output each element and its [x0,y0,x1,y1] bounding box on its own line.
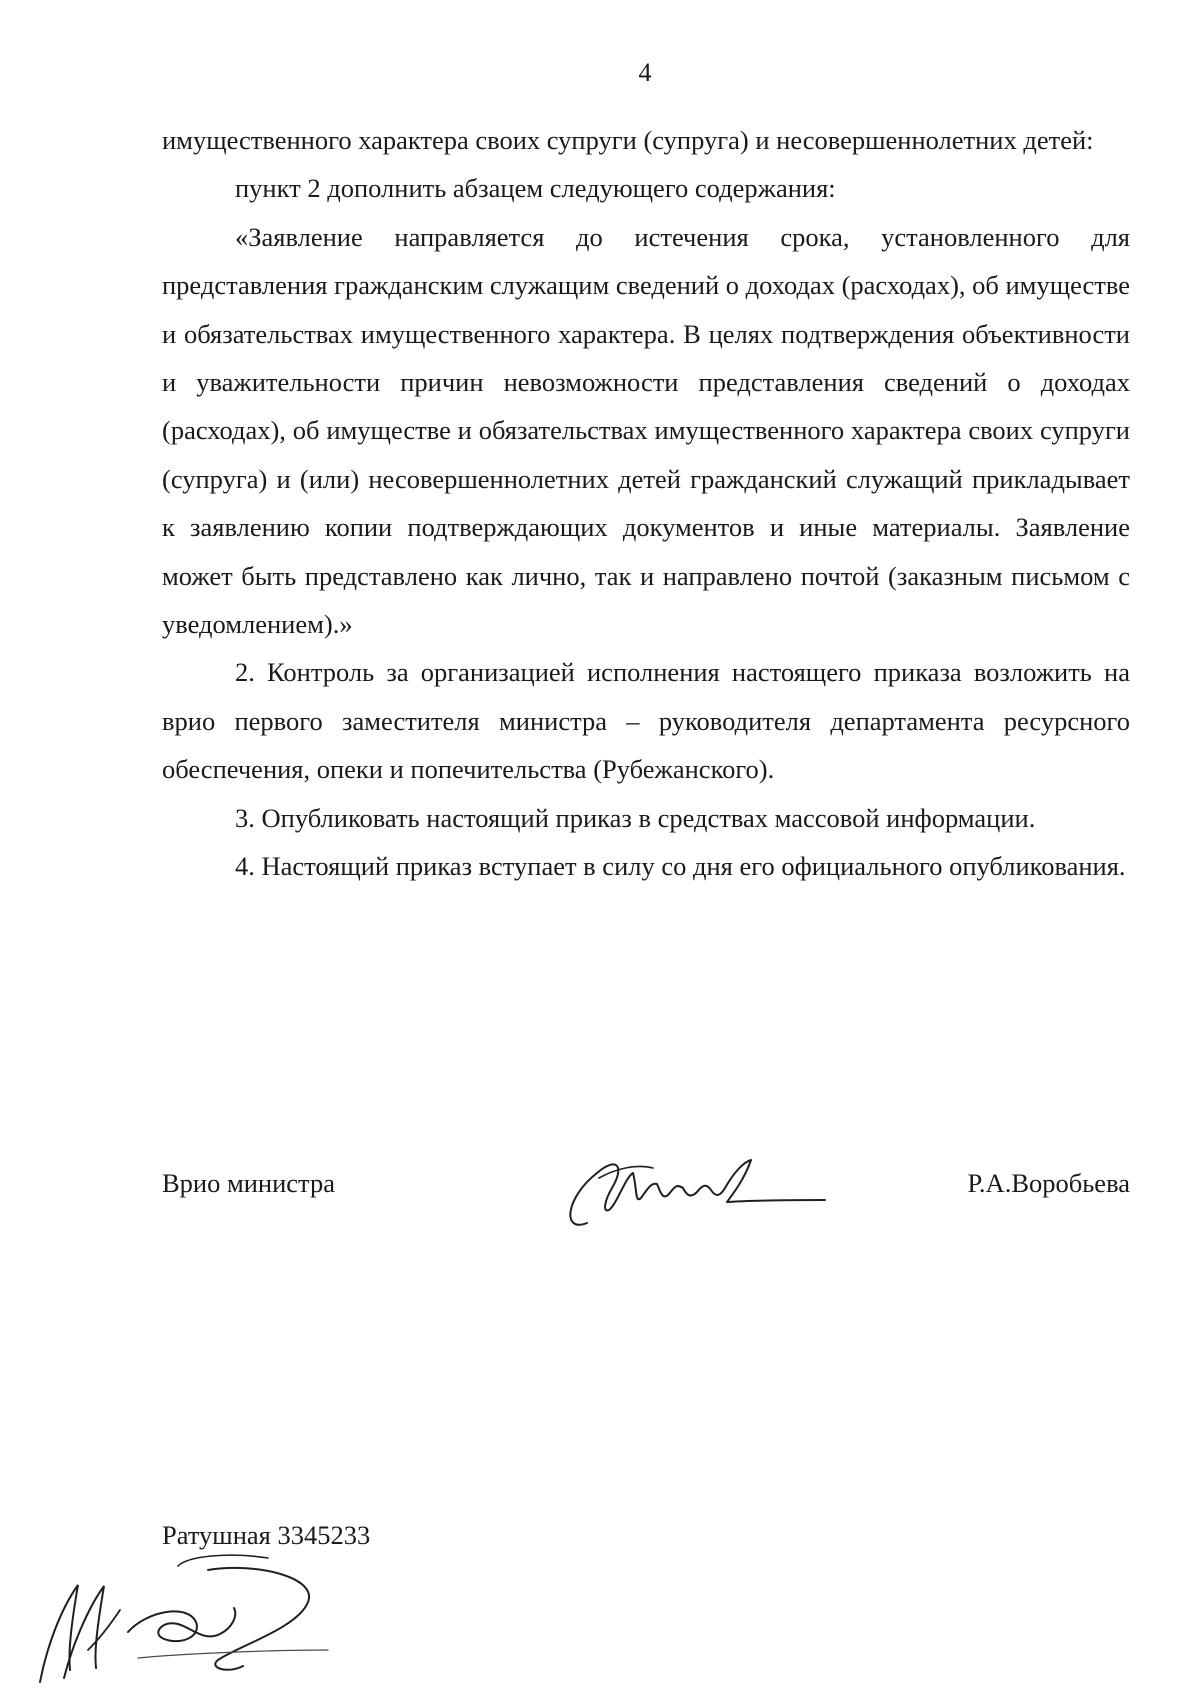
signer-title: Врио министра [162,1168,335,1198]
handwritten-initials [28,1550,368,1690]
paragraph-6: 4. Настоящий приказ вступает в силу со дня его официального опубликования. [235,851,1126,882]
signer-name: Р.А.Воробьева [967,1168,1130,1198]
paragraph-5: 3. Опубликовать настоящий приказ в средствах массовой информации. [235,802,1036,833]
paragraph-1: имущественного характера своих супруги (супруга) и несовершеннолетних детей: [162,125,1094,155]
paragraph-4: 2. Контроль за организацией исполнения настоящего приказа возложить на врио первого заместителя министра – руководителя департамента ресурсного обеспечения, опеки и попечительства (Рубежанского). [162,657,1130,785]
signature-block [162,1158,1130,1268]
page-number: 4 [638,58,652,87]
document-body [162,116,1130,891]
executor-contact: Ратушная 3345233 [162,1520,371,1550]
paragraph-2: пункт 2 дополнить абзацем следующего содержания: [235,173,836,204]
handwritten-signature [557,1138,827,1238]
paragraph-3: «Заявление направляется до истечения срока, установленного для представления гражданским служащим сведений о доходах (расходах), об имуществе и обязательствах имущественного характера. В целях подтверждения объективности и уважительности причин невозможности представления сведений о доходах (расходах), об имуществе и обязательствах имущественного характера своих супруги (супруга) и (или) несовершеннолетних детей гражданский служащий прикладывает к заявлению копии подтверждающих документов и иные материалы. Заявление может быть представлено как лично, так и направлено почтой (заказным письмом с уведомлением).» [162,221,1130,640]
